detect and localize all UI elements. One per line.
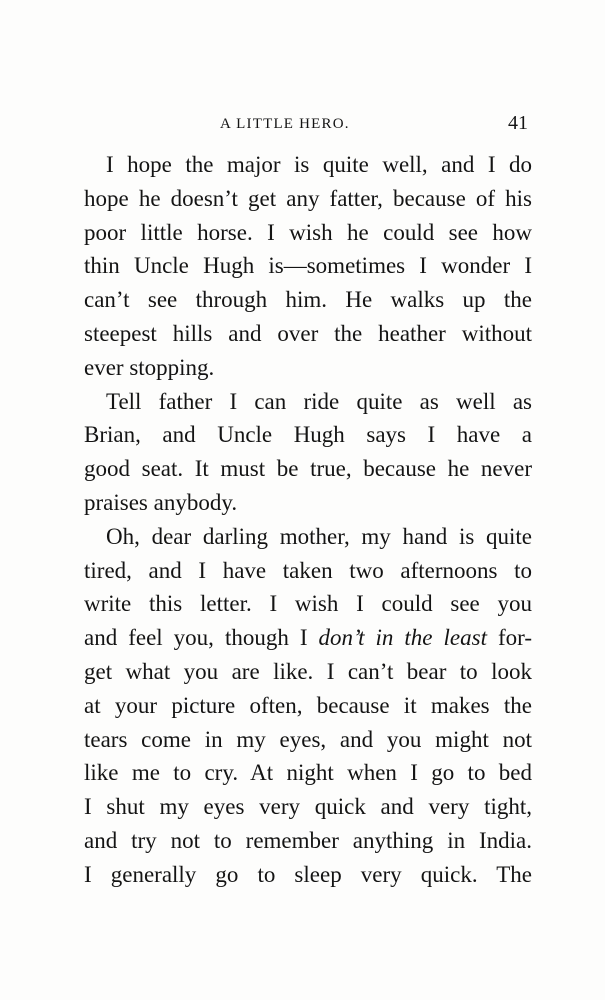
text-line: Brian, and Uncle Hugh says I have a <box>84 422 532 448</box>
text-line: write this letter. I wish I could see you <box>84 591 532 617</box>
text-line: can’t see through him. He walks up the <box>84 287 532 313</box>
text-line: like me to cry. At night when I go to bed <box>84 760 532 786</box>
italic-emphasis: don’t in the least <box>318 625 487 651</box>
text-line: hope he doesn’t get any fatter, because of his <box>84 185 532 211</box>
text-line: and feel you, though I don’t in the least for- <box>84 625 532 651</box>
text-line: steepest hills and over the heather without <box>84 320 532 346</box>
text-line: poor little horse. I wish he could see how <box>84 219 532 245</box>
text-line: Oh, dear darling mother, my hand is quite <box>106 523 532 549</box>
text-line: I generally go to sleep very quick. The <box>84 861 532 887</box>
running-head <box>0 112 605 138</box>
text-line: I hope the major is quite well, and I do <box>106 152 532 177</box>
text-line: Tell father I can ride quite as well as <box>106 388 532 414</box>
text-line: at your picture often, because it makes the <box>84 692 532 718</box>
text-line: and try not to remember anything in India. <box>84 827 532 853</box>
text-line: praises anybody. <box>84 489 238 515</box>
text-line: tears come in my eyes, and you might not <box>84 726 532 752</box>
body-text <box>84 148 532 892</box>
running-title: A LITTLE HERO. <box>220 116 350 132</box>
text-line: thin Uncle Hugh is—sometimes I wonder I <box>84 253 532 279</box>
page-number: 41 <box>508 112 528 134</box>
text-line: ever stopping. <box>84 354 215 380</box>
text-line: tired, and I have taken two afternoons to <box>84 557 532 583</box>
text-line: get what you are like. I can’t bear to look <box>84 658 532 684</box>
text-line: I shut my eyes very quick and very tight, <box>84 794 532 820</box>
text-line: good seat. It must be true, because he never <box>84 456 532 482</box>
